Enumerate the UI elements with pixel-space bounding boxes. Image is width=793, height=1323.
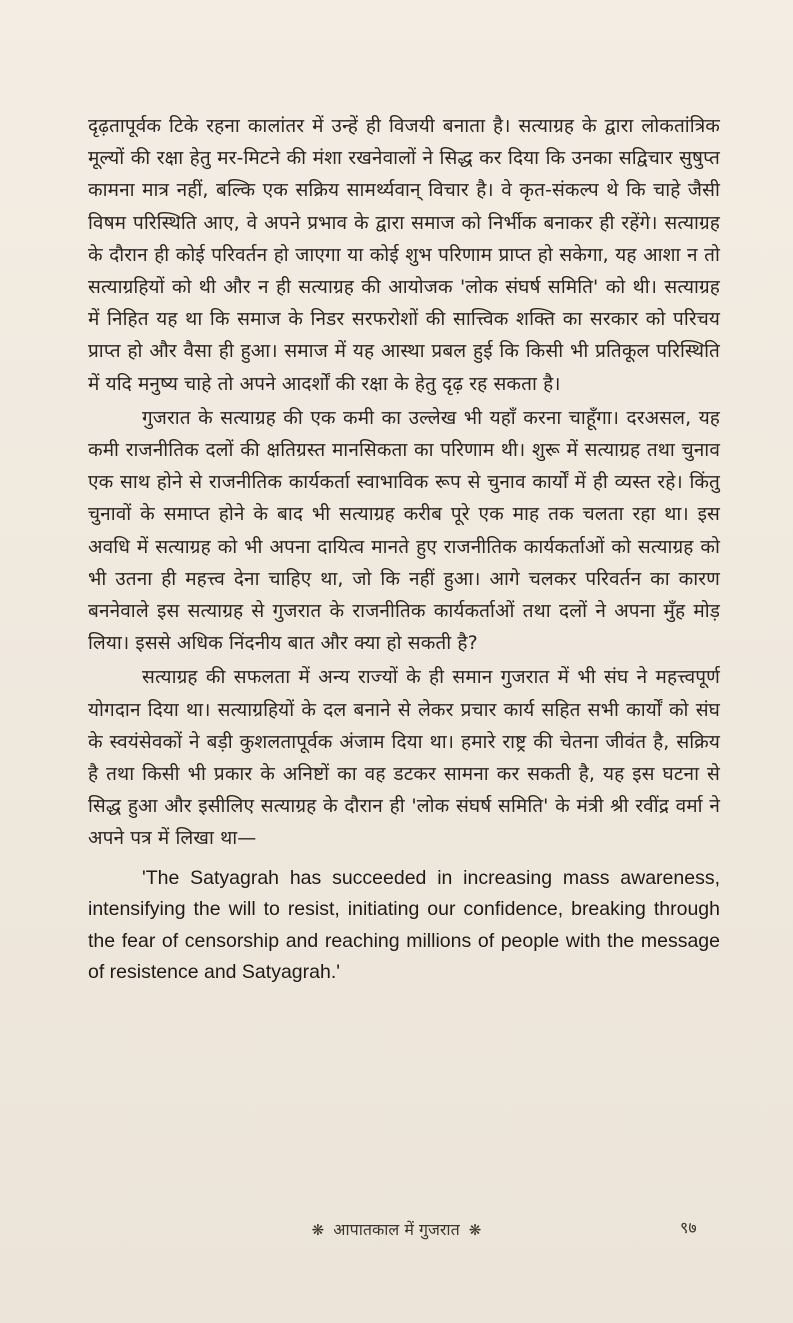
running-footer [0, 1218, 793, 1240]
english-quote: 'The Satyagrah has succeeded in increasing mass awareness, intensifying the will to resist, initiating our confidence, breaking through the fear of censorship and reaching millions of people with the message of resistence and Satyagrah.' [88, 866, 720, 984]
paragraph-1: दृढ़तापूर्वक टिके रहना कालांतर में उन्हें ही विजयी बनाता है। सत्याग्रह के द्वारा लोकतांत्रिक मूल्यों की रक्षा हेतु मर-मिटने की मंशा रखनेवालों ने सिद्ध कर दिया कि उनका सद्विचार सुषुप्त कामना मात्र नहीं, बल्कि एक सक्रिय सामर्थ्यवान् विचार है। वे कृत-संकल्प थे कि चाहे जैसी विषम परिस्थिति आए, वे अपने प्रभाव के द्वारा समाज को निर्भीक बनाकर ही रहेंगे। सत्याग्रह के दौरान ही कोई परिवर्तन हो जाएगा या कोई शुभ परिणाम प्राप्त हो सकेगा, यह आशा न तो सत्याग्रहियों को थी और न ही सत्याग्रह की आयोजक 'लोक संघर्ष समिति' को थी। सत्याग्रह में निहित यह था कि समाज के निडर सरफरोशों की सात्त्विक शक्ति का सरकार को परिचय प्राप्त हो और वैसा ही हुआ। समाज में यह आस्था प्रबल हुई कि किसी भी प्रतिकूल परिस्थिति में यदि मनुष्य चाहे तो अपने आदर्शों की रक्षा के हेतु दृढ़ रह सकता है। [88, 115, 720, 395]
paragraph-3: सत्याग्रह की सफलता में अन्य राज्यों के ही समान गुजरात में भी संघ ने महत्त्वपूर्ण योगदान दिया था। सत्याग्रहियों के दल बनाने से लेकर प्रचार कार्य सहित सभी कार्यों को संघ के स्वयंसेवकों ने बड़ी कुशलतापूर्वक अंजाम दिया था। हमारे राष्ट्र की चेतना जीवंत है, सक्रिय है तथा किसी भी प्रकार के अनिष्टों का वह डटकर सामना कर सकती है, यह इस घटना से सिद्ध हुआ और इसीलिए सत्याग्रह के दौरान ही 'लोक संघर्ष समिति' के मंत्री श्री रवींद्र वर्मा ने अपने पत्र में लिखा था— [88, 666, 720, 850]
ornament-star-icon: ❋ [311, 1221, 325, 1239]
ornament-star-icon: ❋ [468, 1221, 482, 1239]
paragraph-2: गुजरात के सत्याग्रह की एक कमी का उल्लेख भी यहाँ करना चाहूँगा। दरअसल, यह कमी राजनीतिक दलों की क्षतिग्रस्त मानसिकता का परिणाम थी। शुरू में सत्याग्रह तथा चुनाव एक साथ होने से राजनीतिक कार्यकर्ता स्वाभाविक रूप से चुनाव कार्यों में ही व्यस्त रहे। किंतु चुनावों के समाप्त होने के बाद भी सत्याग्रह करीब पूरे एक माह तक चलता रहा था। इस अवधि में सत्याग्रह को भी अपना दायित्व मानते हुए राजनीतिक कार्यकर्ताओं को सत्याग्रह को भी उतना ही महत्त्व देना चाहिए था, जो कि नहीं हुआ। आगे चलकर परिवर्तन का कारण बननेवाले इस सत्याग्रह से गुजरात के राजनीतिक कार्यकर्ताओं तथा दलों ने अपना मुँह मोड़ लिया। इससे अधिक निंदनीय बात और क्या हो सकती है? [88, 406, 720, 655]
page-number: ९७ [680, 1218, 697, 1237]
body-text [88, 110, 720, 1008]
book-title: आपातकाल में गुजरात [333, 1220, 460, 1239]
